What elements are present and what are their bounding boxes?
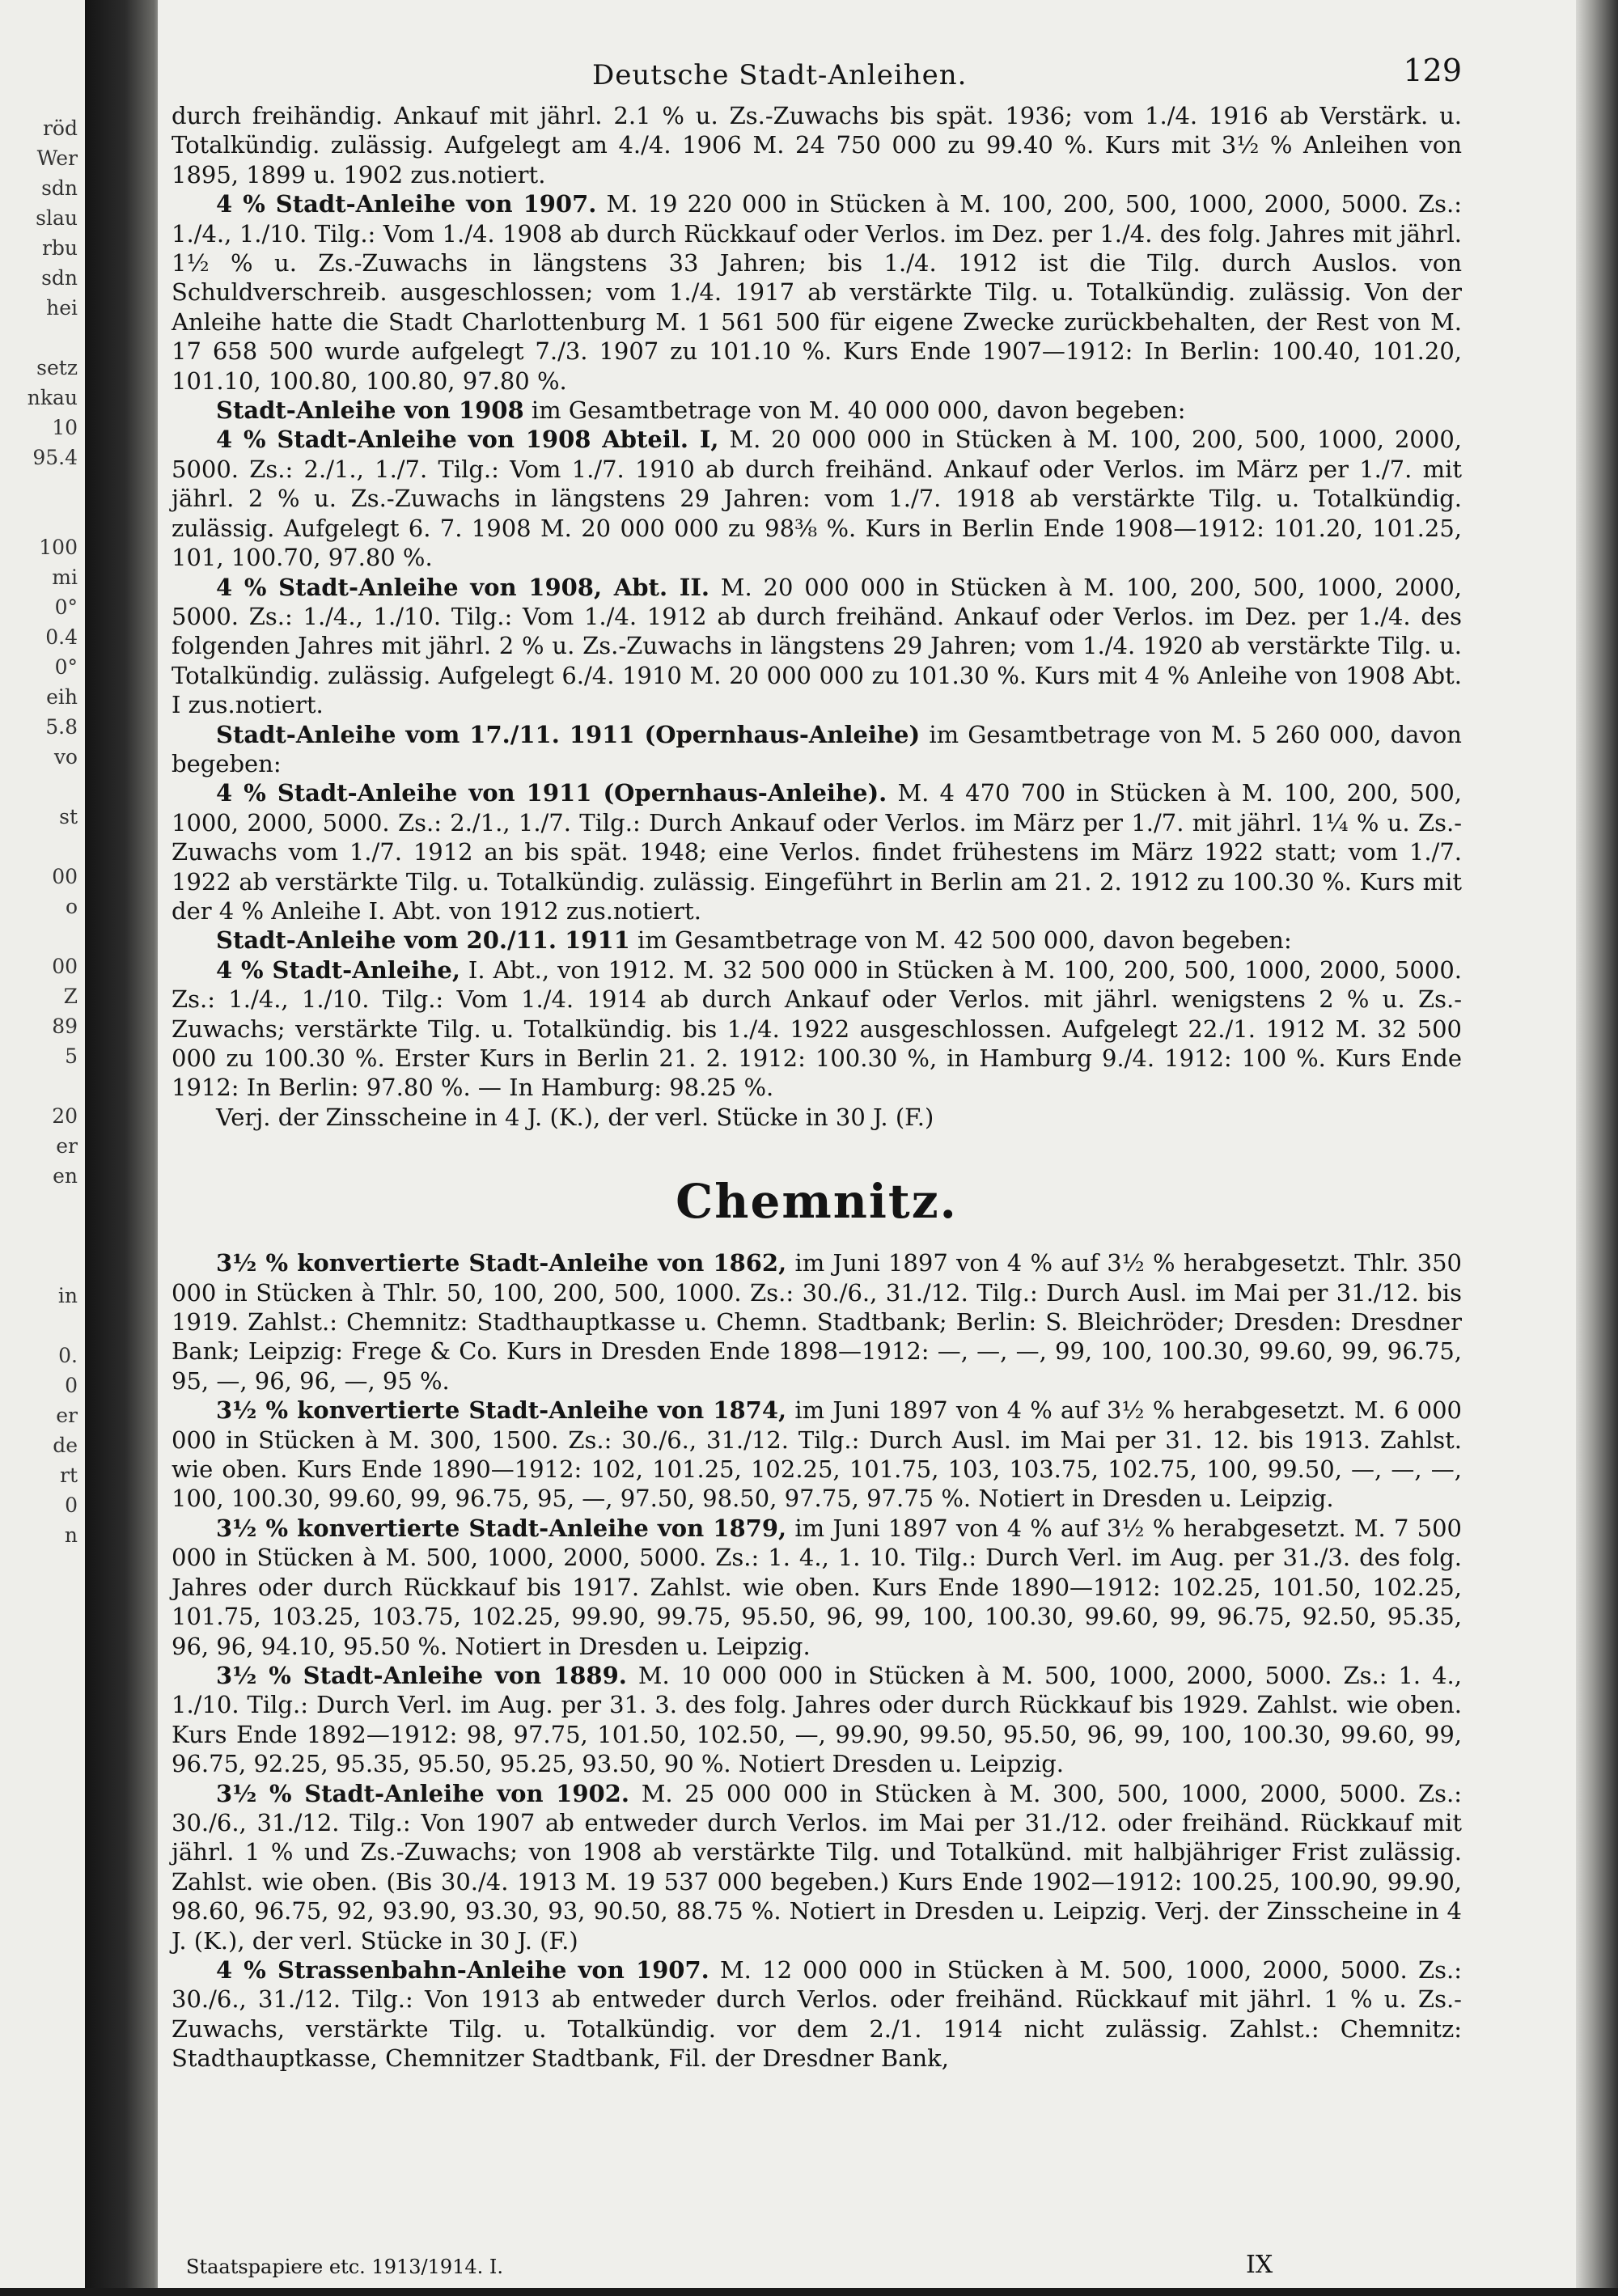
facing-page-fragment: sdn bbox=[41, 266, 78, 290]
facing-page-fragment: 5 bbox=[65, 1044, 78, 1068]
loan-text: I. Abt., von 1912. M. 32 500 000 in Stücken à M. 100, 200, 500, 1000, 2000, 5000. Zs.: 1./4., 1./10. Tilg.: Vom 1./4. 1914 ab durch Ankauf oder Verlos. mit jährl. wenigstens 2 % u. Zs.-Zuwachs; verstärkte Tilg. u. Totalkündig. bis 1./4. 1922 ausgeschlossen. Aufgelegt 22./1. 1912 M. 32 500 000 zu 100.30 %. Erster Kurs in Berlin 21. 2. 1912: 100.30 %, in Hamburg 9./4. 1912: 100 %. Kurs Ende 1912: In Berlin: 97.80 %. — In Hamburg: 98.25 %. bbox=[172, 955, 1462, 1102]
loan-entry-1907 bbox=[172, 189, 1462, 396]
facing-page-edge bbox=[0, 0, 88, 2288]
facing-page-fragment: n bbox=[64, 1523, 78, 1547]
facing-page-fragment: setz bbox=[36, 356, 78, 379]
loan-text: M. 25 000 000 in Stücken à M. 300, 500, 1000, 2000, 5000. Zs.: 30./6., 31./12. Tilg.: Von 1907 ab entweder durch Verlos. im Mai per 31./12. oder freihänd. Rückkauf mit jährl. 1 % und Zs.-Zuwachs; von 1908 ab verstärkte Tilg. und Totalkünd. mit halbjähriger Frist zulässig. Zahlst. wie oben. (Bis 30./4. 1913 M. 19 537 000 begeben.) Kurs Ende 1902—1912: 100.25, 100.90, 99.90, 98.60, 96.75, 92, 93.90, 93.30, 93, 90.50, 88.75 %. Notiert in Dresden u. Leipzig. Verj. der Zinsscheine in 4 J. (K.), der verl. Stücke in 30 J. (F.) bbox=[172, 1779, 1462, 1955]
running-head bbox=[172, 44, 1462, 101]
facing-page-fragment bbox=[0, 1640, 81, 1670]
prescription-note bbox=[172, 1103, 1462, 1132]
facing-page-fragment: röd bbox=[42, 116, 78, 140]
loan-title: 3½ % konvertierte Stadt-Anleihe von 1874, bbox=[216, 1396, 787, 1425]
loan-title: 3½ % Stadt-Anleihe von 1902. bbox=[216, 1779, 629, 1807]
loan-entry-strassenbahn-1907 bbox=[172, 1955, 1462, 2074]
facing-page-fragment: 95.4 bbox=[32, 446, 78, 469]
loan-title: Stadt-Anleihe vom 20./11. 1911 bbox=[216, 926, 630, 955]
loan-title: 4 % Strassenbahn-Anleihe von 1907. bbox=[216, 1955, 709, 1984]
facing-page-fragment bbox=[0, 1311, 81, 1341]
facing-page-fragment bbox=[0, 1191, 81, 1221]
facing-page-fragment bbox=[0, 1700, 81, 1730]
facing-page-fragment: in bbox=[57, 1284, 78, 1307]
facing-page-fragment bbox=[0, 1670, 81, 1700]
loan-title: 3½ % konvertierte Stadt-Anleihe von 1862, bbox=[216, 1249, 787, 1277]
loan-text: im Gesamtbetrage von M. 40 000 000, davon begeben: bbox=[523, 396, 1186, 425]
facing-page-fragment: 0. bbox=[58, 1344, 78, 1367]
loan-text: M. 20 000 000 in Stücken à M. 100, 200, 500, 1000, 2000, 5000. Zs.: 1./4., 1./10. Tilg.: Vom 1./4. 1912 ab durch freihänd. Ankauf oder Verlos. im Dez. per 1./4. des folgenden Jahres mit jährl. 2 % u. Zs.-Zuwachs in längstens 29 Jahren; vom 1./4. 1920 ab verstärkte Tilg. u. Totalkündig. zulässig. Aufgelegt 6./4. 1910 M. 20 000 000 zu 101.30 %. Kurs mit 4 % Anleihe von 1908 Abt. I zus.notiert. bbox=[172, 573, 1462, 719]
facing-page-fragment bbox=[0, 921, 81, 951]
loan-title: 4 % Stadt-Anleihe von 1911 (Opernhaus-Anleihe). bbox=[216, 779, 887, 807]
facing-page-fragment: er bbox=[56, 1404, 78, 1427]
facing-page-text bbox=[0, 113, 81, 1849]
facing-page-fragment: 0.4 bbox=[45, 625, 78, 649]
facing-page-fragment: st bbox=[59, 805, 78, 828]
page-number: 129 bbox=[1403, 53, 1462, 88]
loan-paragraph bbox=[172, 101, 1462, 189]
facing-page-fragment bbox=[0, 832, 81, 862]
facing-page-fragment bbox=[0, 772, 81, 802]
facing-page-fragment: 20 bbox=[52, 1104, 78, 1128]
loan-title: 3½ % Stadt-Anleihe von 1889. bbox=[216, 1661, 627, 1689]
facing-page-fragment: nkau bbox=[27, 386, 78, 409]
facing-page-fragment: rbu bbox=[41, 236, 78, 260]
facing-page-fragment: 0° bbox=[54, 595, 78, 619]
loan-title: 3½ % konvertierte Stadt-Anleihe von 1879, bbox=[216, 1514, 787, 1542]
facing-page-fragment bbox=[0, 1610, 81, 1640]
loan-text: M. 19 220 000 in Stücken à M. 100, 200, 500, 1000, 2000, 5000. Zs.: 1./4., 1./10. Tilg.: Vom 1./4. 1908 ab durch Rückkauf oder Verlos. im Dez. per 1./4. des folg. Jahres mit jährl. 1½ % u. Zs.-Zuwachs in längstens 33 Jahren; bis 1./4. 1912 ist die Tilg. durch Auslos. von Schuldverschreib. ausgeschlossen; vom 1./4. 1917 ab verstärkte Tilg. u. Totalkündig. zulässig. Von der Anleihe hatte die Stadt Charlottenburg M. 1 561 500 für eigene Zwecke zurückbehalten, der Rest von M. 17 658 500 wurde aufgelegt 7./3. 1907 zu 101.10 %. Kurs Ende 1907—1912: In Berlin: 100.40, 101.20, 101.10, 100.80, 100.80, 97.80 %. bbox=[172, 190, 1462, 395]
facing-page-fragment bbox=[0, 1221, 81, 1251]
facing-page-fragment: 5.8 bbox=[45, 715, 78, 739]
facing-page-fragment: sdn bbox=[41, 176, 78, 200]
loan-entry-1912 bbox=[172, 955, 1462, 1103]
book-gutter bbox=[85, 0, 166, 2288]
facing-page-fragment bbox=[0, 1819, 81, 1849]
facing-page-fragment: 0 bbox=[65, 1493, 78, 1517]
facing-page-fragment: o bbox=[65, 895, 78, 918]
facing-page-fragment bbox=[0, 1580, 81, 1610]
facing-page-fragment: Wer bbox=[36, 146, 78, 170]
loan-text: im Gesamtbetrage von M. 42 500 000, davon begeben: bbox=[629, 926, 1292, 955]
facing-page-fragment: 10 bbox=[52, 416, 78, 439]
loan-entry-1908-abt2 bbox=[172, 573, 1462, 720]
loan-title: 4 % Stadt-Anleihe von 1908, Abt. II. bbox=[216, 573, 709, 601]
facing-page-fragment bbox=[0, 1550, 81, 1580]
facing-page-fragment bbox=[0, 1790, 81, 1819]
footer-signature: IX bbox=[1246, 2251, 1273, 2279]
facing-page-fragment bbox=[0, 1251, 81, 1281]
loan-title: Stadt-Anleihe von 1908 bbox=[216, 396, 524, 425]
facing-page-fragment: er bbox=[56, 1134, 78, 1158]
charlottenburg-section bbox=[172, 101, 1462, 1132]
loan-entry-1902 bbox=[172, 1779, 1462, 1955]
loan-title: 4 % Stadt-Anleihe, bbox=[216, 955, 460, 984]
facing-page-fragment: Z bbox=[63, 985, 78, 1008]
facing-page-fragment bbox=[0, 1730, 81, 1760]
facing-page-fragment bbox=[0, 502, 81, 532]
facing-page-fragment: eih bbox=[46, 685, 78, 709]
loan-entry-1911 bbox=[172, 778, 1462, 926]
page-footer bbox=[186, 2251, 1464, 2296]
loan-text: M. 20 000 000 in Stücken à M. 100, 200, 500, 1000, 2000, 5000. Zs.: 2./1., 1./7. Tilg.: Vom 1./7. 1910 ab durch freihänd. Ankauf oder Verlos. im März per 1./7. mit jährl. 2 % u. Zs.-Zuwachs in längstens 29 Jahren: vom 1./7. 1918 ab verstärkte Tilg. u. Totalkündig. zulässig. Aufgelegt 6. 7. 1908 M. 20 000 000 zu 98⅜ %. Kurs in Berlin Ende 1908—1912: 101.20, 101.25, 101, 100.70, 97.80 %. bbox=[172, 426, 1462, 572]
facing-page-fragment: rt bbox=[60, 1464, 78, 1487]
facing-page-fragment bbox=[0, 323, 81, 353]
facing-page-fragment: en bbox=[53, 1164, 78, 1188]
facing-page-fragment: vo bbox=[53, 745, 78, 769]
facing-page-fragment: 00 bbox=[52, 865, 78, 888]
loan-text: M. 10 000 000 in Stücken à M. 500, 1000, 2000, 5000. Zs.: 1. 4., 1./10. Tilg.: Durch Verl. im Aug. per 31. 3. des folg. Jahres oder durch Rückkauf bis 1929. Zahlst. wie oben. Kurs Ende 1892—1912: 98, 97.75, 101.50, 102.50, —, 99.90, 99.50, 95.50, 96, 99, 100, 100.30, 99.60, 99, 96.75, 92.25, 95.35, 95.50, 95.25, 93.50, 90 %. Notiert Dresden u. Leipzig. bbox=[172, 1661, 1462, 1778]
facing-page-fragment: slau bbox=[36, 206, 78, 230]
loan-title: 4 % Stadt-Anleihe von 1908 Abteil. I, bbox=[216, 426, 719, 454]
facing-page-fragment: 89 bbox=[52, 1015, 78, 1038]
loan-text: im Juni 1897 von 4 % auf 3½ % herabgesetzt. M. 7 500 000 in Stücken à M. 500, 1000, 2000, 5000. Zs.: 1. 4., 1. 10. Tilg.: Durch Verl. im Aug. per 31./3. des folg. Jahres oder durch Rückkauf bis 1917. Zahlst. wie oben. Kurs Ende 1890—1912: 102.25, 101.50, 102.25, 101.75, 103.25, 103.75, 102.25, 99.90, 99.75, 95.50, 96, 99, 100, 100.30, 99.60, 99, 96.75, 92.50, 95.35, 96, 96, 94.10, 95.50 %. Notiert in Dresden u. Leipzig. bbox=[172, 1514, 1463, 1660]
running-title: Deutsche Stadt-Anleihen. bbox=[592, 59, 968, 91]
loan-text: im Juni 1897 von 4 % auf 3½ % herabgesetzt. M. 6 000 000 in Stücken à M. 300, 1500. Zs.: 30./6., 31./12. Tilg.: Durch Ausl. im Mai per 31. 12. bis 1913. Zahlst. wie oben. Kurs Ende 1890—1912: 102, 101.25, 102.25, 101.75, 103, 103.75, 102.75, 100, 99.50, —, —, —, 100, 100.30, 99.60, 99, 96.75, 95, —, 97.50, 98.50, 97.75, 97.75 %. Notiert in Dresden u. Leipzig. bbox=[172, 1396, 1463, 1513]
paragraph-text: durch freihändig. Ankauf mit jährl. 2.1 % u. Zs.-Zuwachs bis spät. 1936; vom 1./4. 1916 ab Verstärk. u. Totalkündig. zulässig. Aufgelegt am 4./4. 1906 M. 24 750 000 zu 99.40 %. Kurs mit 3½ % Anleihen von 1895, 1899 u. 1902 zus.notiert. bbox=[172, 102, 1462, 189]
facing-page-fragment bbox=[0, 1071, 81, 1101]
loan-entry-1862 bbox=[172, 1248, 1462, 1396]
loan-entry-1879 bbox=[172, 1514, 1462, 1661]
facing-page-fragment: mi bbox=[52, 566, 78, 589]
loan-title: 4 % Stadt-Anleihe von 1907. bbox=[216, 190, 597, 218]
loan-entry-20-11-1911 bbox=[172, 926, 1462, 955]
page-edge-shadow bbox=[1576, 0, 1618, 2288]
page-content bbox=[172, 44, 1462, 2074]
loan-title: Stadt-Anleihe vom 17./11. 1911 (Opernhaus-Anleihe) bbox=[216, 720, 921, 748]
loan-entry-opernhaus bbox=[172, 720, 1462, 779]
facing-page-fragment: 0 bbox=[65, 1374, 78, 1397]
loan-text: M. 12 000 000 in Stücken à M. 500, 1000, 2000, 5000. Zs.: 30./6., 31./12. Tilg.: Von 1913 ab entweder durch Verlos. oder freihänd. Rückkauf mit jährl. 1 % u. Zs.-Zuwachs, verstärkte Tilg. u. Totalkündig. vor dem 2./1. 1914 nicht zulässig. Zahlst.: Chemnitz: Stadthauptkasse, Chemnitzer Stadtbank, Fil. der Dresdner Bank, bbox=[172, 1955, 1462, 2073]
paragraph-text: Verj. der Zinsscheine in 4 J. (K.), der verl. Stücke in 30 J. (F.) bbox=[216, 1103, 934, 1131]
facing-page-fragment: 00 bbox=[52, 955, 78, 978]
loan-entry-1874 bbox=[172, 1396, 1462, 1514]
loan-text: M. 4 470 700 in Stücken à M. 100, 200, 500, 1000, 2000, 5000. Zs.: 2./1., 1./7. Tilg.: Durch Ankauf oder Verlos. im März per 1./7. mit jährl. 1¼ % u. Zs.-Zuwachs vom 1./7. 1912 an bis spät. 1948; eine Verlos. findet frühestens im März 1922 statt; vom 1./7. 1922 ab verstärkte Tilg. u. Totalkündig. zulässig. Eingeführt in Berlin am 21. 2. 1912 zu 100.30 %. Kurs mit der 4 % Anleihe I. Abt. von 1912 zus.notiert. bbox=[172, 779, 1462, 925]
facing-page-fragment: de bbox=[53, 1434, 78, 1457]
loan-text: im Gesamtbetrage von M. 5 260 000, davon begeben: bbox=[172, 720, 1462, 777]
facing-page-fragment: 100 bbox=[39, 536, 78, 559]
loan-entry-1908-abt1 bbox=[172, 425, 1462, 572]
loan-entry-1889 bbox=[172, 1661, 1462, 1779]
loan-text: im Juni 1897 von 4 % auf 3½ % herabgesetzt. Thlr. 350 000 in Stücken à Thlr. 50, 100, 200, 500, 1000. Zs.: 30./6., 31./12. Tilg.: Durch Ausl. im Mai per 31./12. bis 1919. Zahlst.: Chemnitz: Stadthauptkasse u. Chemn. Stadtbank; Berlin: S. Bleichröder; Dresden: Dresdner Bank; Leipzig: Frege & Co. Kurs in Dresden Ende 1898—1912: —, —, —, 99, 100, 100.30, 99.60, 99, 96.75, 95, —, 96, 96, —, 95 %. bbox=[172, 1249, 1463, 1395]
facing-page-fragment bbox=[0, 472, 81, 502]
loan-entry-1908 bbox=[172, 396, 1462, 425]
facing-page-fragment: hei bbox=[46, 296, 78, 320]
facing-page-fragment bbox=[0, 1760, 81, 1790]
footer-publication: Staatspapiere etc. 1913/1914. I. bbox=[186, 2256, 504, 2278]
facing-page-fragment: 0° bbox=[54, 655, 78, 679]
chemnitz-section bbox=[172, 1248, 1462, 2073]
city-heading: Chemnitz. bbox=[676, 1174, 958, 1230]
